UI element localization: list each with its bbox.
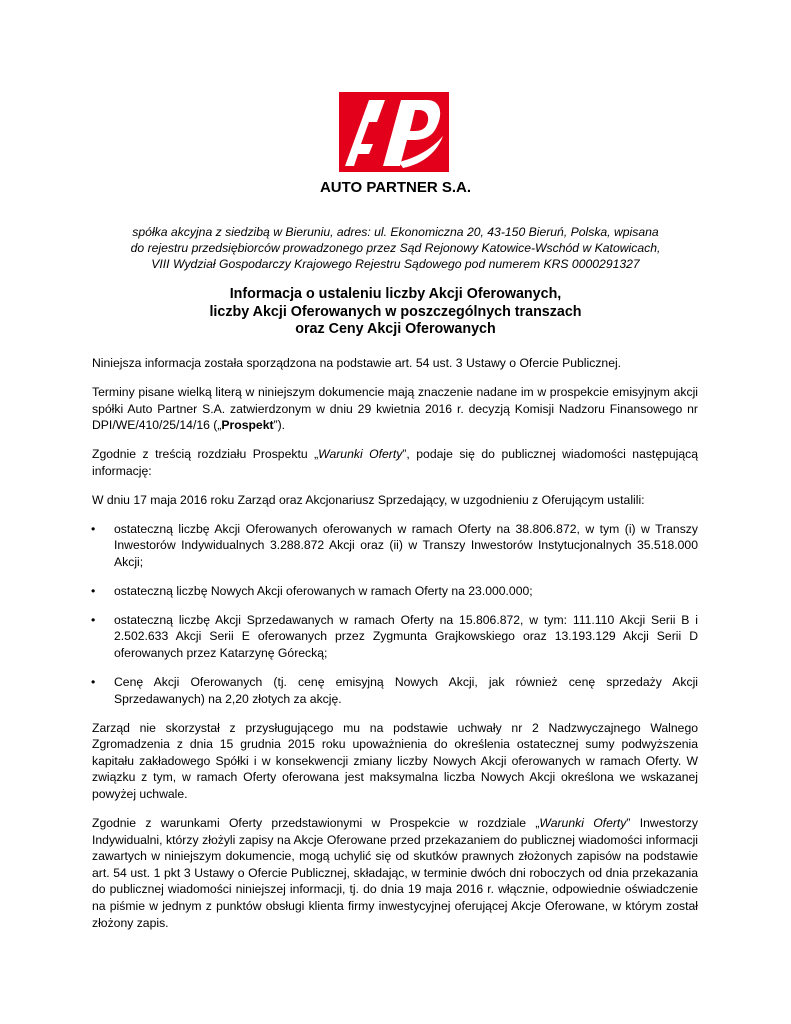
decision-list [92,521,698,708]
paragraph-board-decision: Zarząd nie skorzystał z przysługującego mu na podstawie uchwały nr 2 Nadzwyczajnego Walnego Zgromadzenia z dnia 15 grudnia 2015 roku upoważnienia do określenia ostatecznej sumy podwyższenia kapitału zakładowego Spółki i w konsekwencji zmiany liczby Nowych Akcji oferowanych w ramach Oferty. W związku z tym, w ramach Oferty oferowana jest maksymalna liczba Nowych Akcji określona we wskazanej powyżej uchwale. [92,720,698,801]
document-body [92,355,698,944]
company-name: AUTO PARTNER S.A. [319,179,472,196]
paragraph-text: Terminy pisane wielką literą w niniejszym dokumencie mają znaczenie nadane im w prospekcie emisyjnym akcji spółki Auto Partner S.A. zatwierdzonym w dniu 29 kwietnia 2016 r. decyzją Komisji Nadzoru Finansowego nr DPI/WE/410/25/14/16 („ [92,384,698,433]
title-line: Informacja o ustaleniu liczby Akcji Oferowanych, [229,286,562,302]
subtitle-line: do rejestru przedsiębiorców prowadzonego przez Sąd Rejonowy Katowice-Wschód w Katowicach, [130,241,661,255]
list-item [92,521,698,571]
list-item-text: ostateczną liczbę Akcji Oferowanych oferowanych w ramach Oferty na 38.806.872, w tym (i) w Transzy Inwestorów Indywidualnych 3.288.872 Akcji oraz (ii) w Transzy Inwestorów Instytucjonalnych 35.518.000 Akcji; [114,521,698,569]
paragraph-text: ”). [273,418,286,433]
chapter-reference: Warunki Oferty [318,447,403,462]
title-line: oraz Ceny Akcji Oferowanych [295,321,496,337]
paragraph-legal-basis: Niniejsza informacja została sporządzona na podstawie art. 54 ust. 3 Ustawy o Ofercie Publicznej. [92,356,622,370]
paragraph-decision-date: W dniu 17 maja 2016 roku Zarząd oraz Akcjonariusz Sprzedający, w uzgodnieniu z Oferującym ustalili: [92,492,645,507]
chapter-reference: Warunki Oferty [539,815,627,830]
bullet-icon: • [91,612,96,627]
list-item-text: ostateczną liczbę Akcji Sprzedawanych w ramach Oferty na 15.806.872, w tym: 111.110 Akcji Serii B i 2.502.633 Akcji Serii E oferowanych przez Zygmunta Grajkowskiego oraz 13.193.129 Akcji Serii D oferowanych przez Katarzynę Górecką; [114,612,698,661]
paragraph-text: ”, podaje się do publicznej wiadomości następującą informację: [92,447,699,478]
auto-partner-logo [339,92,449,172]
paragraph-definitions [92,384,698,434]
paragraph-text: Zgodnie z warunkami Oferty przedstawionymi w Prospekcie w rozdziale „ [92,815,540,830]
subtitle-line: VIII Wydział Gospodarczy Krajowego Rejestru Sądowego pod numerem KRS 0000291327 [151,257,640,271]
title-line: liczby Akcji Oferowanych w poszczególnych transzach [209,303,582,320]
company-registration-info [60,224,731,272]
paragraph-text: ” Inwestorzy Indywidualni, którzy złożyli zapisy na Akcje Oferowane przed przekazaniem do publicznej wiadomości informacji zawartych w niniejszym dokumencie, mogą uchylić się od skutków prawnych złożonych zapisów na podstawie art. 54 ust. 1 pkt 3 Ustawy o Ofercie Publicznej, składając, w terminie dwóch dni roboczych od dnia przekazania do publicznej wiadomości niniejszej informacji, tj. do dnia 19 maja 2016 r. włącznie, odpowiednie oświadczenie na piśmie w jednym z punktów obsługi klienta firmy inwestycyjnej oferującej Akcje Oferowane, w którym został złożony zapis. [92,815,698,930]
list-item-text: ostateczną liczbę Nowych Akcji oferowanych w ramach Oferty na 23.000.000; [114,583,533,598]
subtitle-line: spółka akcyjna z siedzibą w Bieruniu, adres: ul. Ekonomiczna 20, 43-150 Bieruń, Polska, wpisana [132,225,659,239]
paragraph-withdrawal-rights [92,815,698,931]
bullet-icon: • [91,675,96,690]
list-item [92,583,698,600]
paragraph-text: Zgodnie z treścią rozdziału Prospektu „ [92,447,319,462]
list-item [92,674,698,707]
paragraph-announcement [92,446,698,479]
defined-term: Prospekt [221,418,274,433]
list-item-text: Cenę Akcji Oferowanych (tj. cenę emisyjną Nowych Akcji, jak również cenę sprzedaży Akcji Sprzedawanych) na 2,20 złotych za akcję. [114,675,698,706]
bullet-icon: • [91,583,96,598]
list-item [92,612,698,662]
bullet-icon: • [91,521,96,536]
document-title [60,286,731,339]
